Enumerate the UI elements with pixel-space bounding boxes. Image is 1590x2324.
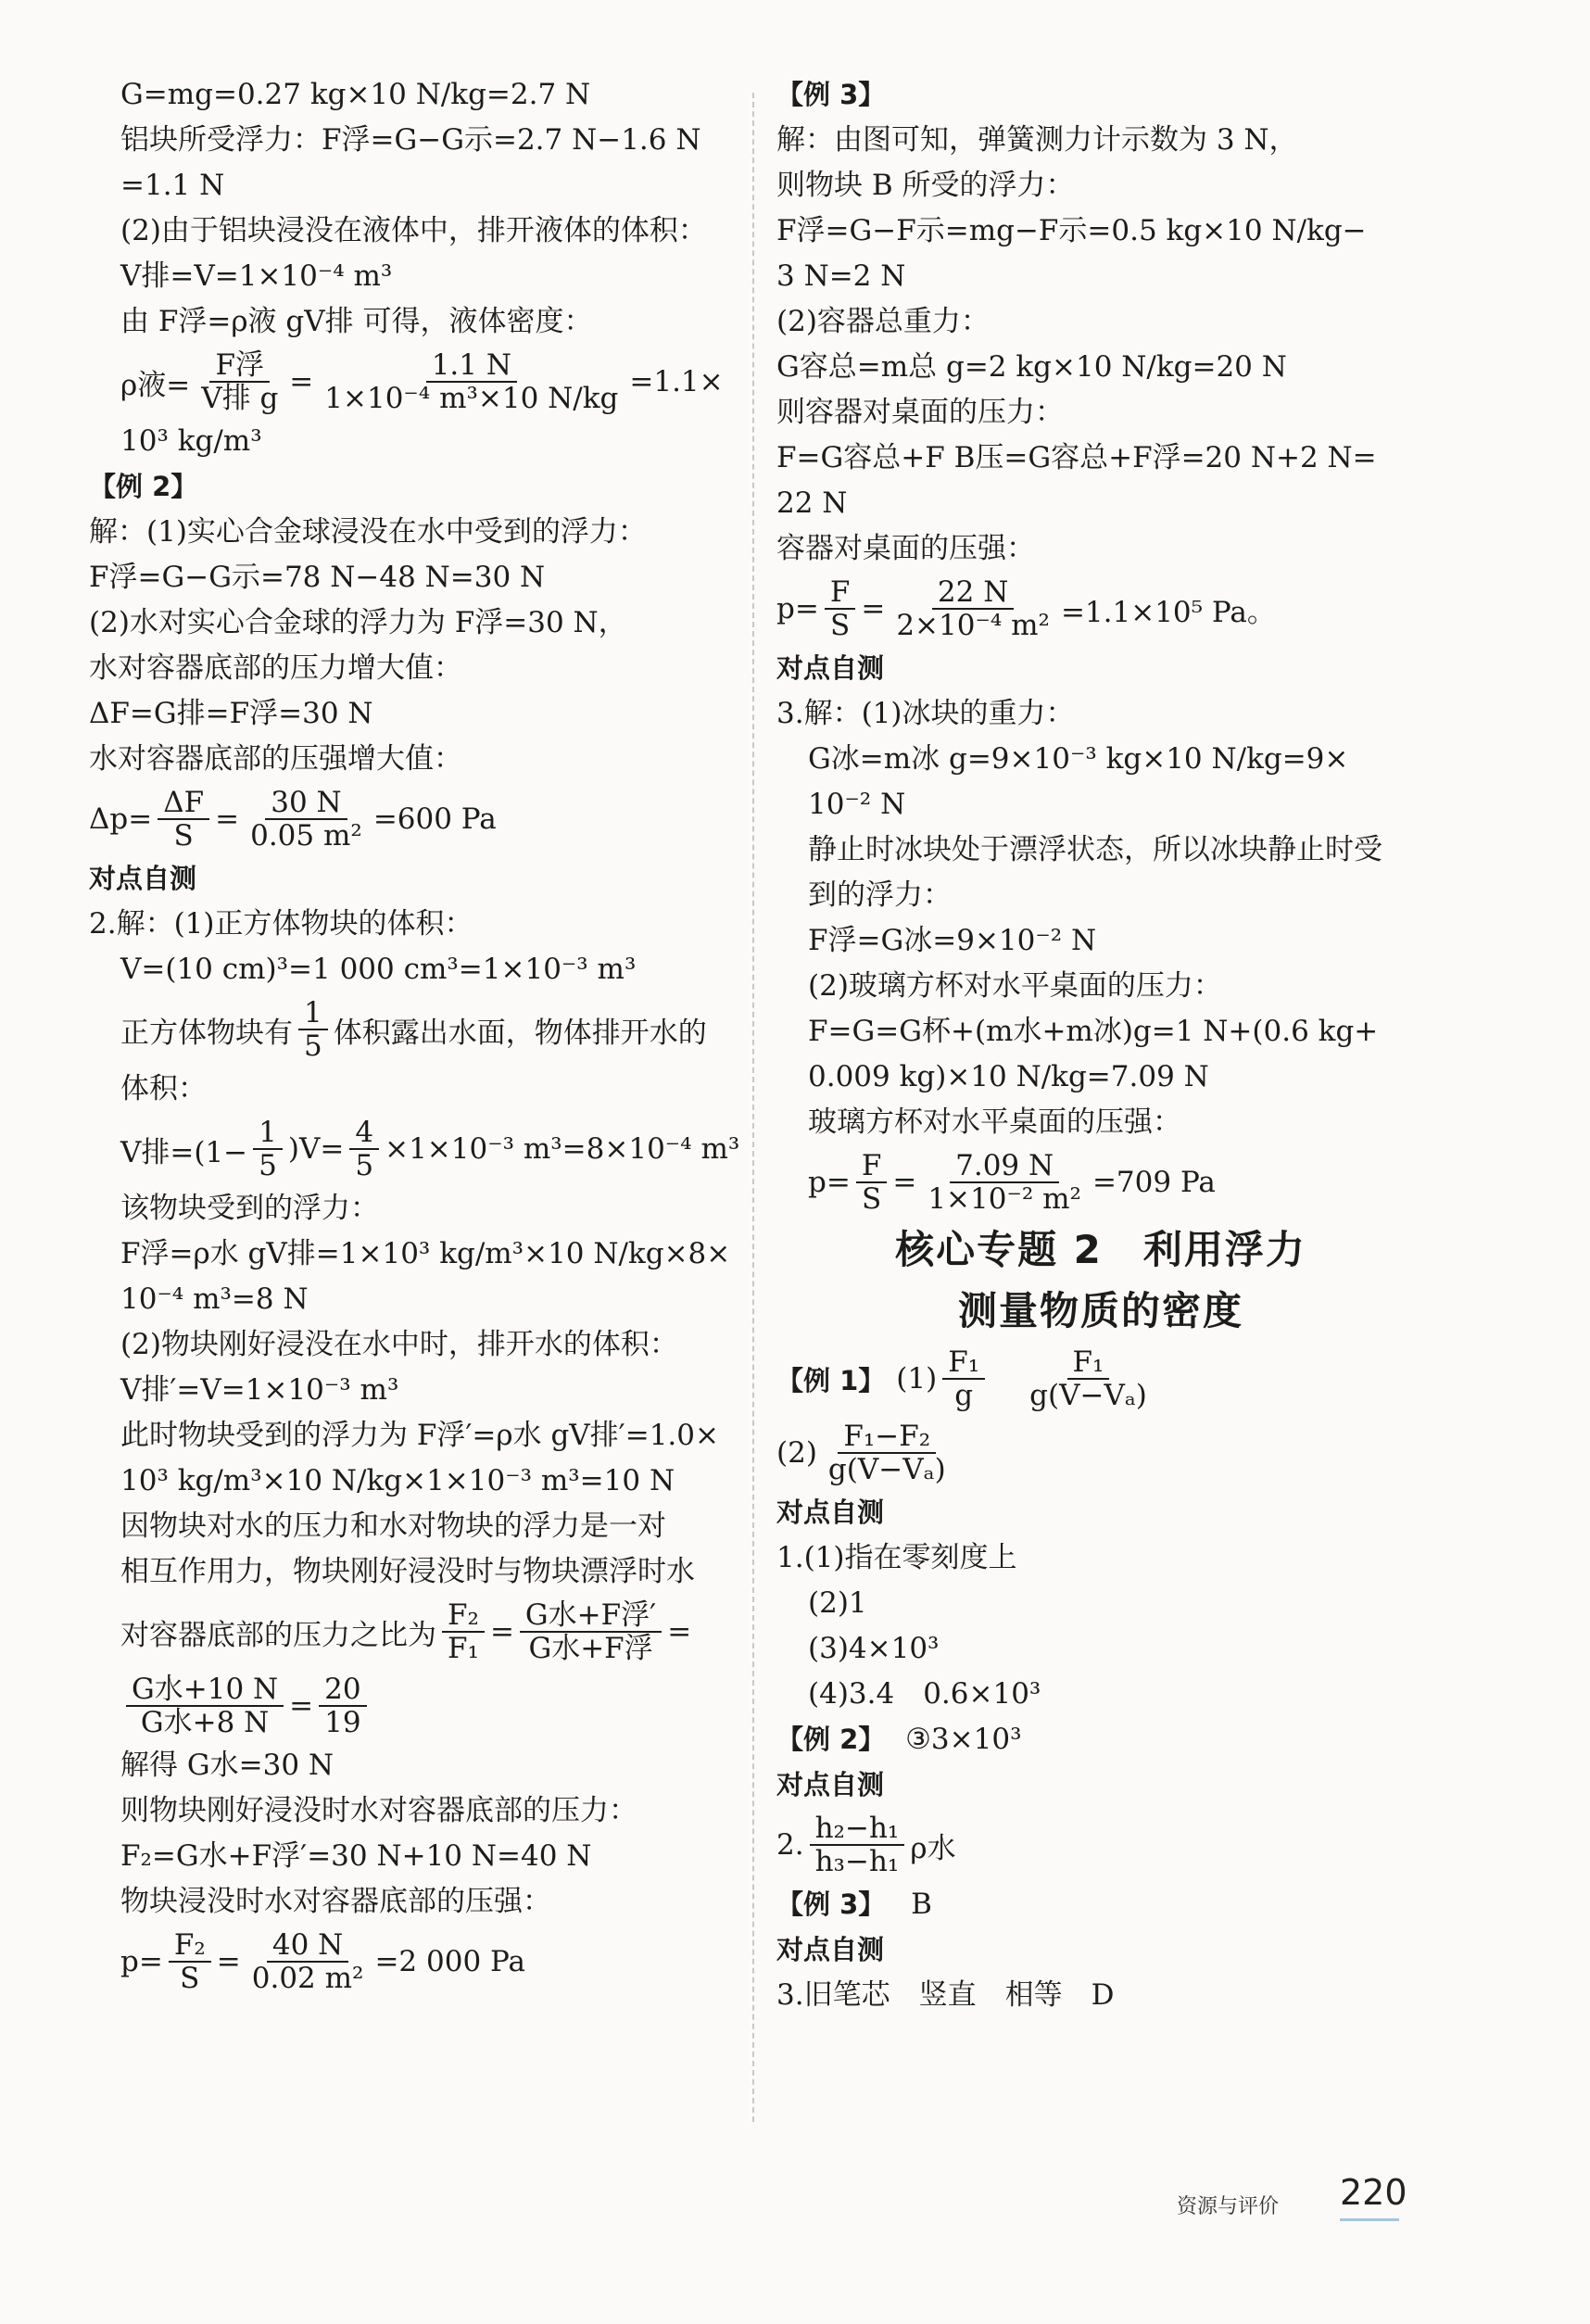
text-line: 因物块对水的压力和水对物块的浮力是一对: [120, 1509, 666, 1543]
fraction: [890, 576, 1055, 641]
text-line: G=mg=0.27 kg×10 N/kg=2.7 N: [120, 78, 591, 111]
text-line: 1.(1)指在零刻度上: [776, 1541, 1017, 1574]
example-heading: 【例 3】: [776, 79, 886, 110]
numerator: 20: [319, 1674, 366, 1707]
example3-answer: [776, 1882, 1425, 1927]
fraction: [349, 1117, 379, 1181]
formula-table-pressure: [776, 572, 1425, 646]
denominator: g(V−Vₐ): [1029, 1379, 1147, 1412]
answer-text: ③3×10³: [905, 1723, 1022, 1756]
formula-liquid-density: [89, 345, 747, 419]
text-line: F浮=ρ水 gV排=1×10³ kg/m³×10 N/kg×8×: [120, 1237, 731, 1270]
fraction: [825, 576, 856, 641]
numerator: 1.1 N: [426, 349, 517, 383]
fraction: [158, 787, 209, 852]
example1-answer-2: [776, 1416, 1425, 1490]
self-test-heading: 对点自测: [776, 652, 885, 684]
text-line: V=(10 cm)³=1 000 cm³=1×10⁻³ m³: [120, 953, 637, 986]
formula-text: 对容器底部的压力之比为: [120, 1618, 436, 1652]
fraction: [253, 1117, 283, 1181]
formula-text: 正方体物块有: [120, 1016, 293, 1050]
numerator: F₂: [442, 1599, 485, 1633]
text-line: (2)容器总重力：: [776, 305, 990, 338]
text-line: 则物块刚好浸没时水对容器底部的压力：: [120, 1794, 637, 1827]
formula-text: =: [892, 1166, 917, 1199]
text-line: (2)物块刚好浸没在水中时，排开水的体积：: [120, 1328, 678, 1361]
text-line: 2.解：(1)正方体物块的体积：: [89, 907, 473, 941]
formula-text: =: [216, 1945, 241, 1978]
example1-answer: [776, 1342, 1425, 1416]
self-test-heading: 对点自测: [776, 1769, 885, 1800]
formula-exposed-fraction: [89, 992, 747, 1067]
text-line: V排′=V=1×10⁻³ m³: [120, 1373, 399, 1407]
example-heading: 【例 2】: [89, 471, 198, 502]
formula-text: Δp=: [89, 802, 153, 836]
text-line: F=G=G杯+(m水+m冰)g=1 N+(0.6 kg+: [808, 1015, 1379, 1048]
formula-text: ρ水: [910, 1831, 956, 1865]
numerator: 40 N: [267, 1929, 348, 1963]
text-line: 3.解：(1)冰块的重力：: [776, 697, 1075, 730]
text-line: 容器对桌面的压强：: [776, 532, 1035, 565]
text-line: 3.旧笔芯 竖直 相等 D: [776, 1978, 1115, 2012]
numerator: 7.09 N: [950, 1150, 1059, 1183]
numerator: F浮: [209, 349, 270, 383]
text-line: 22 N: [776, 486, 848, 520]
formula-text: =: [667, 1615, 692, 1648]
formula-text: =: [289, 365, 314, 398]
formula-text: =1.1×: [629, 365, 724, 398]
text-line: 铝块所受浮力：F浮=G−G示=2.7 N−1.6 N: [120, 123, 701, 157]
numerator: h₂−h₁: [810, 1812, 905, 1846]
self-test-heading: 对点自测: [89, 863, 197, 894]
formula-force-ratio: [89, 1595, 747, 1669]
numerator: F₁−F₂: [838, 1421, 936, 1454]
text-line: 10⁻⁴ m³=8 N: [120, 1282, 309, 1316]
denominator: 2×10⁻⁴ m²: [896, 609, 1050, 642]
fraction: [823, 1421, 952, 1485]
denominator: h₃−h₁: [814, 1845, 900, 1878]
formula-text: =: [289, 1689, 314, 1723]
text-line: 静止时冰块处于漂浮状态，所以冰块静止时受: [808, 833, 1382, 866]
example-heading: 【例 1】: [776, 1364, 886, 1396]
denominator: 5: [355, 1149, 374, 1182]
fraction: [1024, 1346, 1153, 1411]
example-heading: 【例 3】: [776, 1888, 886, 1920]
numerator: 22 N: [932, 576, 1014, 610]
text-line: 该物块受到的浮力：: [120, 1192, 379, 1225]
fraction: [810, 1812, 905, 1877]
text-line: 水对容器底部的压力增大值：: [89, 651, 462, 685]
text-line: (3)4×10³: [808, 1632, 940, 1665]
text-line: 10⁻² N: [808, 788, 906, 821]
formula-pressure-increase: [89, 782, 747, 856]
text-line: 体积：: [120, 1072, 207, 1105]
page-number-underline: [1340, 2218, 1399, 2221]
text-line: 则容器对桌面的压力：: [776, 396, 1064, 429]
formula-text: ρ液=: [120, 368, 191, 402]
denominator: 5: [259, 1149, 277, 1182]
denominator: S: [829, 609, 851, 642]
numerator: F₁: [942, 1346, 985, 1380]
numerator: F: [825, 576, 856, 610]
formula-text: p=: [776, 592, 819, 625]
formula-final-pressure: [89, 1925, 747, 1999]
example2-answer: [776, 1717, 1425, 1762]
numerator: F: [856, 1150, 888, 1183]
fraction: [856, 1150, 888, 1215]
text-line: 相互作用力，物块刚好浸没时与物块漂浮时水: [120, 1555, 695, 1588]
formula-text: =: [861, 592, 886, 625]
text-line: 解得 G水=30 N: [120, 1749, 334, 1782]
numerator: G水+10 N: [126, 1674, 284, 1707]
text-line: (2)1: [808, 1586, 867, 1620]
page-number: 220: [1340, 2172, 1407, 2213]
column-divider: [752, 93, 754, 2122]
fraction: [196, 349, 284, 414]
text-line: 此时物块受到的浮力为 F浮′=ρ水 gV排′=1.0×: [120, 1419, 719, 1452]
formula-text: =600 Pa: [372, 802, 497, 836]
numerator: 30 N: [265, 787, 347, 820]
denominator: G水+F浮: [528, 1632, 653, 1665]
denominator: 0.05 m²: [250, 819, 362, 853]
answer-text: B: [911, 1888, 932, 1921]
text-line: 物块浸没时水对容器底部的压强：: [120, 1885, 551, 1918]
formula-displaced-volume: [89, 1112, 747, 1186]
fraction: [126, 1674, 284, 1738]
denominator: F₁: [448, 1632, 479, 1665]
section-title: 核心专题 2 利用浮力: [895, 1227, 1306, 1272]
numerator: 1: [253, 1117, 283, 1150]
text-line: 玻璃方杯对水平桌面的压强：: [808, 1105, 1181, 1139]
numerator: G水+F浮′: [520, 1599, 662, 1633]
text-line: (2)玻璃方杯对水平桌面的压力：: [808, 969, 1222, 1003]
denominator: 19: [324, 1706, 361, 1739]
fraction: [169, 1929, 211, 1994]
denominator: g(V−Vₐ): [827, 1453, 946, 1486]
formula-text: =2 000 Pa: [374, 1945, 525, 1978]
text-line: 则物块 B 所受的浮力：: [776, 169, 1075, 202]
denominator: V排 g: [201, 382, 279, 415]
numerator: F₁: [1067, 1346, 1110, 1380]
self-test-heading: 对点自测: [776, 1497, 885, 1528]
text-line: F浮=G−G示=78 N−48 N=30 N: [89, 561, 546, 594]
formula-text: )V=: [287, 1132, 345, 1166]
text-line: (2)由于铝块浸没在液体中，排开液体的体积：: [120, 214, 707, 247]
numerator: ΔF: [158, 787, 209, 820]
text-line: (4)3.4 0.6×10³: [808, 1677, 1041, 1711]
numerator: F₂: [169, 1929, 211, 1963]
formula-text: p=: [120, 1945, 163, 1978]
formula-density-heights: [776, 1808, 1425, 1882]
section-subtitle: 测量物质的密度: [957, 1288, 1243, 1333]
text-line: 解：由图可知，弹簧测力计示数为 3 N，: [776, 123, 1298, 157]
formula-text: (1): [896, 1362, 938, 1396]
text-line: 水对容器底部的压强增大值：: [89, 742, 462, 776]
formula-cup-pressure: [776, 1145, 1425, 1219]
fraction: [442, 1599, 485, 1664]
text-line: G容总=m总 g=2 kg×10 N/kg=20 N: [776, 350, 1287, 384]
denominator: S: [861, 1182, 882, 1216]
text-line: F浮=G−F示=mg−F示=0.5 kg×10 N/kg−: [776, 214, 1367, 247]
text-line: 由 F浮=ρ液 gV排 可得，液体密度：: [120, 305, 593, 338]
numerator: 4: [349, 1117, 379, 1150]
text-line: 3 N=2 N: [776, 259, 906, 293]
text-line: F₂=G水+F浮′=30 N+10 N=40 N: [120, 1839, 592, 1873]
fraction: [245, 787, 368, 852]
formula-text: (2): [776, 1436, 817, 1470]
denominator: 0.02 m²: [251, 1962, 364, 1995]
text-line: F=G容总+F B压=G容总+F浮=20 N+2 N=: [776, 441, 1377, 474]
numerator: 1: [298, 997, 328, 1030]
fraction: [246, 1929, 370, 1994]
fraction: [922, 1150, 1087, 1215]
formula-text: =709 Pa: [1092, 1166, 1216, 1199]
fraction: [942, 1346, 985, 1411]
denominator: 5: [304, 1029, 322, 1063]
denominator: 1×10⁻⁴ m³×10 N/kg: [324, 382, 619, 415]
text-line: 10³ kg/m³×10 N/kg×1×10⁻³ m³=10 N: [120, 1464, 675, 1497]
text-line: 到的浮力：: [808, 878, 952, 912]
text-line: ΔF=G排=F浮=30 N: [89, 697, 373, 730]
text-line: 0.009 kg)×10 N/kg=7.09 N: [808, 1060, 1209, 1093]
formula-text: =: [215, 802, 240, 836]
formula-text: ×1×10⁻³ m³=8×10⁻⁴ m³: [385, 1132, 740, 1166]
fraction: [520, 1599, 662, 1664]
formula-text: 体积露出水面，物体排开水的: [333, 1016, 707, 1050]
right-column: [776, 72, 1425, 2018]
text-line: (2)水对实心合金球的浮力为 F浮=30 N，: [89, 606, 627, 639]
formula-text: p=: [808, 1166, 851, 1199]
fraction: [319, 1674, 366, 1738]
text-line: V排=V=1×10⁻⁴ m³: [120, 259, 393, 293]
left-column: [89, 72, 747, 1999]
formula-text: =1.1×10⁵ Pa。: [1060, 595, 1276, 629]
text-line: =1.1 N: [120, 169, 225, 202]
denominator: 1×10⁻² m²: [928, 1182, 1081, 1216]
fraction: [298, 997, 328, 1062]
example-heading: 【例 2】: [776, 1724, 886, 1755]
text-line: 10³ kg/m³: [120, 424, 262, 458]
text-line: 解：(1)实心合金球浸没在水中受到的浮力：: [89, 515, 647, 549]
formula-ratio-value: [89, 1669, 747, 1743]
formula-text: =: [489, 1615, 514, 1648]
footer-label: 资源与评价: [1177, 2195, 1280, 2218]
formula-text: 2.: [776, 1828, 804, 1862]
formula-text: V排=(1−: [120, 1135, 248, 1169]
fraction: [319, 349, 624, 414]
denominator: G水+8 N: [140, 1706, 270, 1739]
denominator: g: [954, 1379, 974, 1412]
denominator: S: [173, 819, 194, 853]
text-line: G冰=m冰 g=9×10⁻³ kg×10 N/kg=9×: [808, 742, 1349, 776]
self-test-heading: 对点自测: [776, 1934, 885, 1965]
text-line: F浮=G冰=9×10⁻² N: [808, 924, 1097, 957]
denominator: S: [180, 1962, 200, 1995]
